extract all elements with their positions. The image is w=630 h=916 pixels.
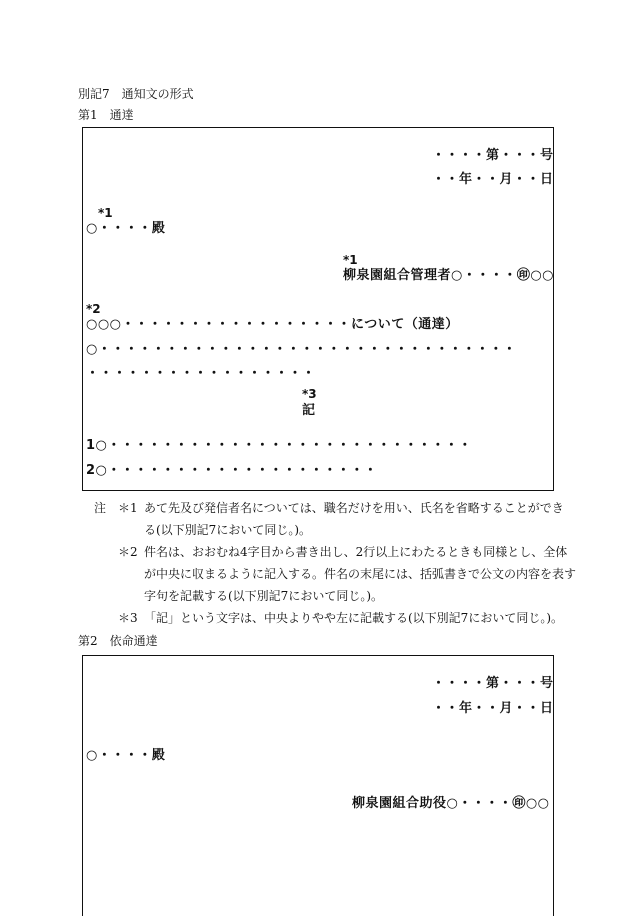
form-1-date-line: ・・年・・月・・日: [432, 172, 554, 187]
form-1-subject-mark: *2: [86, 302, 101, 316]
form-2-date-line: ・・年・・月・・日: [432, 701, 554, 716]
document-heading: 別記7 通知文の形式: [78, 87, 194, 101]
form-1-number-line: ・・・・第・・・号: [432, 148, 554, 163]
section-2-title: 第2 依命通達: [78, 634, 158, 648]
form-1-item-1: 1○・・・・・・・・・・・・・・・・・・・・・・・・・・・: [86, 438, 472, 453]
form-2-addressee: ○・・・・殿: [86, 748, 166, 763]
form-1-body-line-2: ・・・・・・・・・・・・・・・・・: [86, 366, 316, 381]
note-2-line-3: 字句を記載する(以下別記7において同じ。)。: [144, 589, 383, 603]
form-2-sender: 柳泉園組合助役○・・・・㊞○○: [352, 796, 550, 811]
form-1-sender: 柳泉園組合管理者○・・・・㊞○○: [343, 268, 555, 283]
form-1-addressee-mark: *1: [98, 206, 113, 220]
note-3-mark: ＊3: [118, 611, 138, 625]
notes-label: 注: [94, 501, 107, 515]
note-2-mark: ＊2: [118, 545, 138, 559]
form-1-sender-mark: *1: [343, 253, 358, 267]
note-1-mark: ＊1: [118, 501, 138, 515]
form-1-ki: 記: [302, 403, 316, 418]
form-1-subject: ○○○・・・・・・・・・・・・・・・・・について（通達）: [86, 317, 459, 332]
form-1-ki-mark: *3: [302, 387, 317, 401]
note-1-line-1: あて先及び発信者名については、職名だけを用い、氏名を省略することができ: [144, 501, 564, 515]
note-2-line-1: 件名は、おおむね4字目から書き出し、2行以上にわたるときも同様とし、全体: [144, 545, 568, 559]
note-1-line-2: る(以下別記7において同じ。)。: [144, 523, 311, 537]
section-1-title: 第1 通達: [78, 108, 134, 122]
form-1-item-2: 2○・・・・・・・・・・・・・・・・・・・・: [86, 463, 378, 478]
note-3-line-1: 「記」という文字は、中央よりやや左に記載する(以下別記7において同じ。)。: [144, 611, 564, 625]
form-2-number-line: ・・・・第・・・号: [432, 676, 554, 691]
form-2-frame: [82, 655, 554, 916]
form-1-body-line-1: ○・・・・・・・・・・・・・・・・・・・・・・・・・・・・・・・: [86, 342, 517, 357]
form-1-addressee: ○・・・・殿: [86, 221, 166, 236]
note-2-line-2: が中央に収まるように記入する。件名の末尾には、括弧書きで公文の内容を表す: [144, 567, 577, 581]
